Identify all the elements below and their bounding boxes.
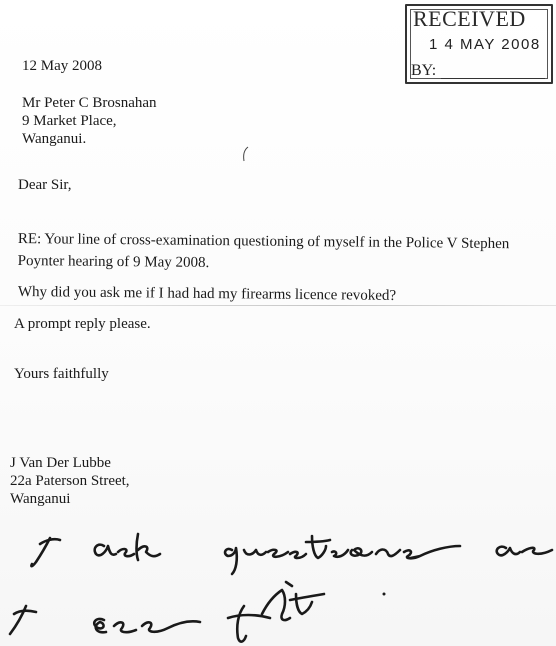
re-line-2: Poynter hearing of 9 May 2008. [17,252,210,272]
stamp-signature-line [441,78,545,79]
recipient-address [22,94,157,148]
sender-city: Wanganui [10,491,71,507]
stamp-by-label: BY: [411,62,437,79]
handwritten-line-2 [10,582,386,642]
sender-address [10,454,130,508]
paper-crease [0,305,556,306]
closing: Yours faithfully [14,366,109,382]
sender-name: J Van Der Lubbe [10,455,111,471]
re-subject [18,228,528,277]
pen-mark [240,146,250,162]
recipient-name: Mr Peter C Brosnahan [22,95,157,111]
sender-street: 22a Paterson Street, [10,473,130,489]
salutation: Dear Sir, [18,177,72,193]
handwritten-line-1 [31,534,552,574]
recipient-city: Wanganui. [22,131,87,147]
re-line-1: RE: Your line of cross-examination questioning of myself in the Police V Stephen [17,230,510,253]
handwritten-note [0,510,556,646]
received-stamp [405,4,553,84]
request-line: A prompt reply please. [14,316,151,332]
letter-date: 12 May 2008 [22,58,102,74]
recipient-street: 9 Market Place, [22,113,117,129]
question-line: Why did you ask me if I had had my firearms licence revoked? [17,284,397,304]
stamp-date: 1 4 MAY 2008 [429,36,541,53]
stamp-title: RECEIVED [413,6,526,31]
